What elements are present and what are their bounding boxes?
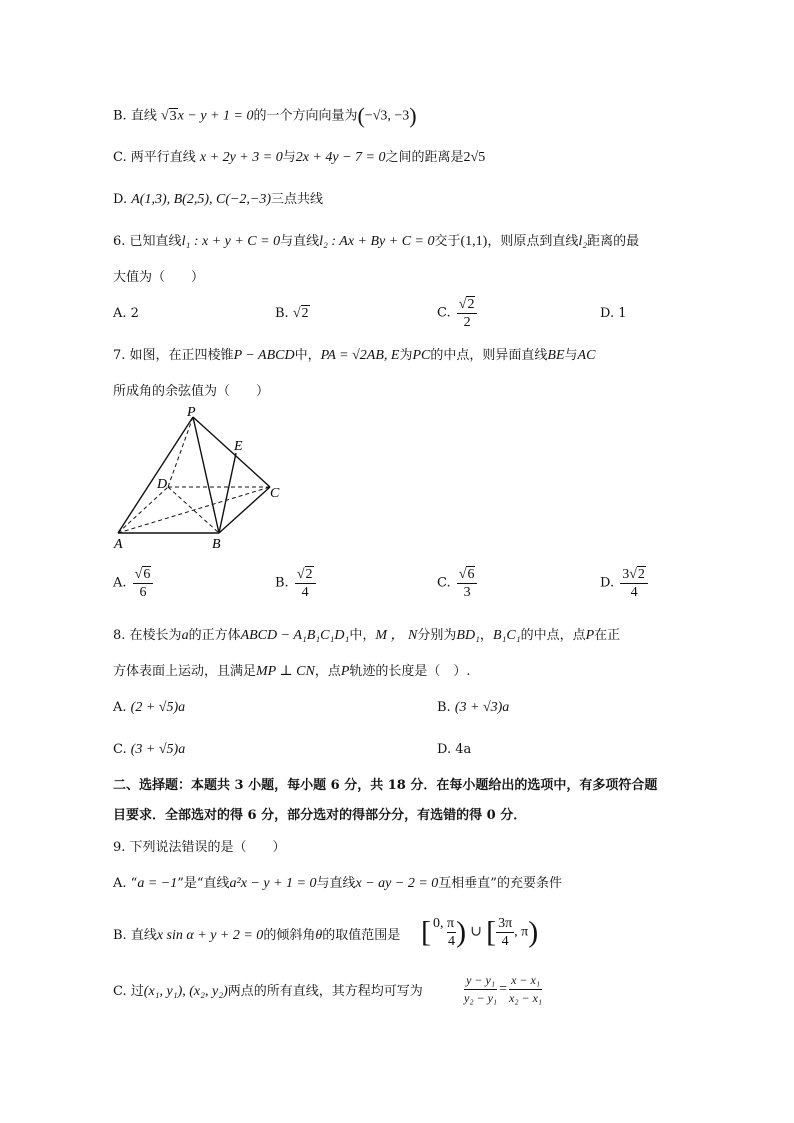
two-points: (x₁, y₁), (x₂, y₂) [143, 984, 228, 999]
fraction-3sqrt2-over-4: $\frac{3√2}{4}$ [620, 566, 648, 601]
q7-option-a [113, 566, 155, 601]
interval-2: $\frac{3\pi}{4}$ [498, 916, 513, 949]
line-l2-ref: l₂ [578, 234, 588, 249]
line-equation-1: a²x − y + 1 = 0 [229, 876, 317, 891]
sqrt-3: √3 [160, 108, 177, 124]
segment-be-line [219, 453, 236, 533]
segment-be: BE [547, 348, 565, 363]
question-number: 8. [113, 628, 126, 643]
q9-option-b [113, 926, 400, 946]
option-text: ”是“直线 [177, 876, 230, 891]
option-label: D. [113, 192, 128, 207]
option-label: C. [113, 984, 127, 999]
option-text: 的一个方向向量为 [253, 108, 358, 124]
point-p: P [340, 664, 350, 679]
fraction-sqrt6-over-3: $\frac{√6}{3}$ [457, 566, 478, 601]
question-text: 下列说法错误的是（ ） [129, 840, 286, 855]
q6-option-d: D. 1 [600, 306, 627, 321]
q7-option-d [600, 566, 650, 601]
option-text: 两点的所有直线，其方程均可写为 [227, 984, 423, 999]
points-mn: M ， N [375, 628, 418, 643]
question-text: 距离的最 [587, 234, 640, 249]
segment-b1c1: B₁C₁ [492, 628, 521, 643]
q6-stem [113, 232, 639, 252]
question-text: 在棱长为 [129, 628, 182, 643]
sqrt-2: √2 [292, 306, 309, 321]
diagonal-ac-hidden [118, 487, 270, 533]
line-l1: l₁ : x + y + C = 0 [181, 234, 281, 249]
option-text: 互相垂直”的充要条件 [438, 876, 562, 891]
line-equation: x − y + 1 = 0 [177, 108, 254, 124]
vertex-label-b: B [212, 537, 221, 552]
question-text: 与直线 [280, 234, 320, 249]
cube-name: ABCD − A₁B₁C₁D₁ [240, 628, 350, 643]
distance-value: 2√5 [463, 150, 486, 165]
q8-option-a [113, 698, 185, 718]
question-text: 与 [564, 348, 578, 363]
question-text: 为 [399, 348, 413, 363]
option-text: 的倾斜角 [263, 928, 316, 943]
edge-pb [193, 417, 219, 533]
line-equation: x sin α + y + 2 = 0 [156, 928, 264, 943]
option-label: B. [113, 928, 127, 943]
q9-option-c-equation: $\frac{\text{y − y₁}}{\text{y₂ − y₁}}$ = $\frac{\text{x − x₁}}{\text{x₂ − x₁}}$ [464, 973, 543, 1005]
section-2-heading-line2: 目要求．全部选对的得 6 分，部分选对的得部分分，有选错的得 0 分． [113, 808, 527, 823]
option-label: B. [275, 306, 289, 321]
fraction-x: $\frac{\text{x − x₁}}{\text{x₂ − x₁}}$ [509, 973, 543, 1005]
option-text: 直线 [130, 108, 157, 124]
question-text: 已知直线 [129, 234, 182, 249]
option-value: (3 + √5)a [130, 742, 186, 757]
q7-option-b [275, 566, 318, 601]
perpendicular-condition: MP ⊥ CN [256, 664, 315, 679]
question-text: 的正方体 [188, 628, 241, 643]
question-text: 中， [349, 628, 376, 643]
question-text: 交于 [434, 234, 461, 249]
option-value: (3 + √3)a [454, 700, 510, 715]
fraction-sqrt2-over-2: $\frac{√2}{2}$ [457, 296, 478, 331]
question-text: 轨迹的长度是（ ）. [349, 664, 471, 679]
q7-option-c [437, 566, 479, 601]
option-label: C. [113, 150, 127, 165]
q9-option-a [113, 874, 562, 894]
fraction-y: $\frac{\text{y − y₁}}{\text{y₂ − y₁}}$ [464, 973, 498, 1005]
vertex-label-a: A [114, 537, 123, 552]
point-p: P [585, 628, 595, 643]
question-text: 的中点，则异面直线 [430, 348, 548, 363]
pyramid-figure [110, 405, 290, 555]
question-text: ，则原点到直线 [487, 234, 579, 249]
option-text: 直线 [130, 928, 157, 943]
segment-pc: PC [412, 348, 431, 363]
option-text: 两平行直线 [130, 150, 196, 165]
option-label: B. [437, 700, 451, 715]
q8-stem [113, 626, 620, 646]
option-label: A. [113, 700, 127, 715]
section-2-heading: 二、选择题：本题共 3 小题，每小题 6 分，共 18 分．在每小题给出的选项中，有多项符合题 [113, 778, 658, 793]
condition: PA = √2AB, E [320, 348, 400, 363]
question-text: 在正 [594, 628, 621, 643]
fraction-sqrt2-over-4: $\frac{√2}{4}$ [295, 566, 316, 601]
line-equation-2: 2x + 4y − 7 = 0 [295, 150, 386, 165]
option-text: 与 [282, 150, 296, 165]
option-text: 的取值范围是 [322, 928, 401, 943]
option-value: (2 + √5)a [130, 700, 186, 715]
q7-stem [113, 346, 595, 366]
q9-option-c [113, 982, 423, 1002]
q6-option-b [275, 304, 310, 324]
interval-1: $\frac{0, \pi}{4}$ [433, 916, 456, 949]
question-text: 方体表面上运动，且满足 [113, 664, 257, 679]
question-text: 的中点，点 [520, 628, 586, 643]
option-label: A. [113, 575, 127, 591]
option-text: “ [130, 876, 138, 891]
vertex-label-d: D [157, 477, 168, 492]
intersection-point: (1,1) [460, 234, 488, 249]
q9-option-b-range: [ $\frac{0, \pi}{4}$ ) ∪ [ $\frac{3\pi}{4}$ , π) [421, 915, 539, 949]
direction-vector: −√3, −3 [364, 108, 410, 124]
question-number: 7. [113, 348, 126, 363]
pyramid-name: P − ABCD [233, 348, 295, 363]
option-label: D. [600, 575, 615, 591]
points: A(1,3), B(2,5), C(−2,−3) [131, 192, 272, 207]
question-text: 中， [294, 348, 321, 363]
question-number: 6. [113, 234, 126, 249]
vertex-label-e: E [234, 439, 243, 454]
condition: a = −1 [137, 876, 178, 891]
question-text: ，点 [314, 664, 341, 679]
option-text: 过 [130, 984, 144, 999]
option-text: 三点共线 [271, 192, 324, 207]
edge-pa [118, 417, 193, 533]
q8-option-d: D. 4a [437, 742, 472, 757]
question-text: 如图，在正四棱锥 [129, 348, 234, 363]
q5-option-b: B. 直线 √3x − y + 1 = 0的一个方向向量为(−√3, −3) [113, 103, 417, 128]
segment-bd1: BD₁ [456, 628, 480, 643]
q6-option-c [437, 296, 479, 331]
fraction-sqrt6-over-6: $\frac{√6}{6}$ [133, 566, 154, 601]
vertex-label-c: C [270, 486, 280, 501]
line-l2: l₂ : Ax + By + C = 0 [319, 234, 435, 249]
q9-stem [113, 838, 286, 858]
option-text: 与直线 [316, 876, 356, 891]
q6-stem-line2: 大值为（ ） [113, 270, 205, 285]
question-number: 9. [113, 840, 126, 855]
option-label: C. [437, 575, 451, 591]
angle-theta: θ [315, 928, 323, 943]
segment-ac: AC [577, 348, 596, 363]
option-label: C. [437, 305, 451, 321]
option-text: 之间的距离是 [385, 150, 464, 165]
q5-option-d [113, 190, 323, 210]
q8-option-b [437, 698, 509, 718]
option-label: B. [113, 108, 127, 124]
option-label: C. [113, 742, 127, 757]
question-text: ， [479, 628, 493, 643]
line-equation-1: x + 2y + 3 = 0 [199, 150, 283, 165]
q5-option-c [113, 148, 485, 168]
q8-stem-line2 [113, 662, 471, 682]
option-label: B. [275, 575, 289, 591]
edge-length: a [181, 628, 189, 643]
line-equation-2: x − ay − 2 = 0 [355, 876, 439, 891]
question-text: 分别为 [417, 628, 457, 643]
vertex-label-p: P [187, 405, 196, 420]
edge-pd-hidden [168, 417, 193, 487]
q8-option-c [113, 740, 185, 760]
option-label: A. [113, 876, 127, 891]
q6-option-a: A. 2 [113, 306, 139, 321]
q7-stem-line2: 所成角的余弦值为（ ） [113, 384, 270, 399]
